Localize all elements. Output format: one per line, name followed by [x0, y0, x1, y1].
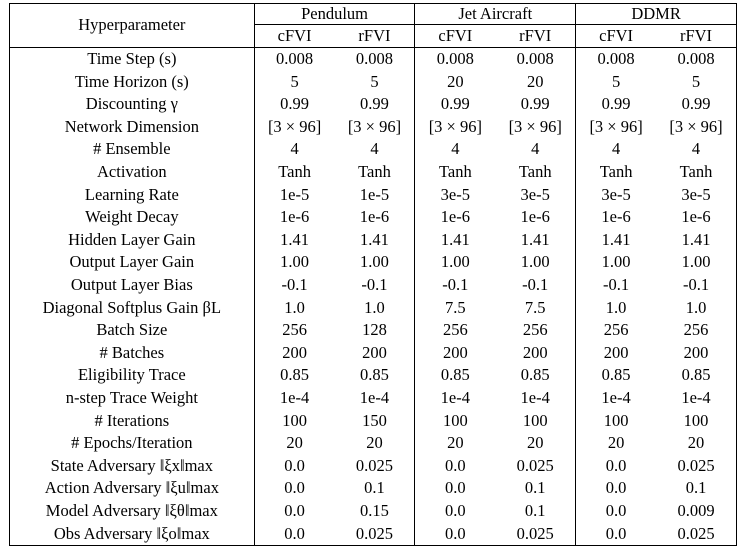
table-cell: 5: [290, 71, 299, 91]
table-row: [10, 432, 737, 455]
table-cell: 0.1: [656, 477, 736, 500]
table-cell: 0.0: [576, 500, 656, 523]
subheader-pendulum-cfvi: cFVI: [254, 25, 334, 48]
row-label: Discounting γ: [10, 93, 255, 116]
table-row: [10, 184, 737, 207]
table-cell: 256: [576, 319, 656, 342]
row-label: # Batches: [10, 342, 255, 365]
table-cell: 200: [522, 342, 548, 362]
table-cell: 200: [415, 342, 495, 365]
table-cell: 0.85: [415, 364, 495, 387]
table-cell: 7.5: [524, 297, 546, 317]
table-cell: 3e-5: [415, 184, 495, 207]
table-cell: -0.1: [281, 274, 308, 294]
table-cell: 0.99: [576, 93, 656, 116]
row-label: Batch Size: [10, 319, 255, 342]
table-cell: 1.41: [360, 229, 389, 249]
table-cell: 1.00: [415, 251, 495, 274]
table-row: [10, 138, 737, 161]
table-cell: 100: [415, 410, 495, 433]
table-cell: 0.025: [656, 455, 736, 478]
table-cell: 20: [526, 433, 544, 453]
row-label: Diagonal Softplus Gain βL: [10, 297, 255, 320]
row-label: Learning Rate: [10, 184, 255, 207]
table-cell: 3e-5: [576, 184, 656, 207]
table-row: [10, 116, 737, 139]
subheader-ddmr-cfvi: cFVI: [576, 25, 656, 48]
table-cell: 4: [531, 139, 540, 159]
table-cell: 1e-4: [415, 387, 495, 410]
table-cell: 0.15: [360, 500, 389, 520]
table-cell: 0.025: [335, 522, 415, 545]
row-label: Output Layer Gain: [10, 251, 255, 274]
table-cell: 200: [362, 342, 387, 362]
row-label: n-step Trace Weight: [10, 387, 255, 410]
table-cell: 1e-5: [279, 184, 310, 204]
table-cell: 1.00: [656, 251, 736, 274]
table-cell: 150: [362, 410, 387, 430]
table-row: [10, 522, 737, 545]
table-cell: 0.0: [415, 500, 495, 523]
table-cell: 0.85: [360, 365, 389, 385]
table-row: [10, 71, 737, 94]
table-cell: 256: [282, 320, 307, 340]
subheader-pendulum-rfvi: rFVI: [335, 25, 415, 48]
header-hyperparameter: Hyperparameter: [10, 4, 255, 48]
row-label: Hidden Layer Gain: [10, 229, 255, 252]
table-cell: 3e-5: [520, 184, 550, 204]
table-cell: 1.0: [576, 297, 656, 320]
table-row: [10, 161, 737, 184]
group-header-pendulum: Pendulum: [254, 4, 415, 25]
table-cell: 0.008: [516, 49, 554, 69]
table-row: [10, 93, 737, 116]
header-row-groups: [10, 4, 737, 25]
table-cell: 0.008: [656, 48, 736, 71]
table-cell: 1e-4: [576, 387, 656, 410]
table-cell: [3 × 96]: [267, 116, 322, 136]
table-row: [10, 364, 737, 387]
table-cell: 0.99: [280, 94, 310, 114]
table-cell: 256: [522, 320, 548, 340]
table-cell: 20: [576, 432, 656, 455]
table-cell: 0.025: [656, 522, 736, 545]
table-cell: 1.0: [656, 297, 736, 320]
table-cell: 0.0: [254, 522, 334, 545]
table-cell: Tanh: [518, 162, 552, 182]
table-cell: 0.99: [656, 93, 736, 116]
table-row: [10, 229, 737, 252]
table-cell: [3 × 96]: [576, 116, 656, 139]
row-label: Weight Decay: [10, 206, 255, 229]
table-cell: 20: [286, 433, 303, 453]
subheader-ddmr-rfvi: rFVI: [656, 25, 736, 48]
table-cell: 0.0: [576, 522, 656, 545]
table-cell: 1.00: [360, 252, 389, 272]
table-cell: 1e-4: [279, 387, 310, 407]
table-cell: 3e-5: [656, 184, 736, 207]
row-label: Network Dimension: [10, 116, 255, 139]
table-cell: 0.0: [576, 455, 656, 478]
table-cell: 1e-6: [520, 207, 550, 227]
table-cell: 0.0: [415, 455, 495, 478]
table-cell: 0.0: [415, 477, 495, 500]
table-cell: 0.0: [284, 455, 305, 475]
table-cell: 200: [282, 342, 307, 362]
table-cell: [3 × 96]: [347, 116, 402, 136]
table-cell: 1.0: [364, 297, 385, 317]
table-cell: 0.0: [284, 500, 305, 520]
table-cell: 200: [576, 342, 656, 365]
table-cell: 0.99: [415, 93, 495, 116]
table-cell: 100: [656, 410, 736, 433]
table-cell: 20: [656, 432, 736, 455]
table-cell: 100: [576, 410, 656, 433]
table-row: [10, 455, 737, 478]
table-cell: 4: [656, 138, 736, 161]
table-cell: 0.008: [276, 49, 314, 69]
table-cell: 0.85: [280, 365, 310, 385]
table-cell: 0.0: [284, 478, 305, 498]
table-cell: Tanh: [415, 161, 495, 184]
table-cell: 0.1: [524, 500, 546, 520]
table-row: [10, 342, 737, 365]
table-row: [10, 410, 737, 433]
table-cell: Tanh: [278, 162, 311, 182]
table-cell: 1.00: [520, 252, 550, 272]
table-cell: 0.008: [355, 49, 394, 69]
table-cell: 0.85: [520, 365, 550, 385]
subheader-jet-cfvi: cFVI: [415, 25, 495, 48]
table-cell: 0.008: [415, 48, 495, 71]
table-cell: 4: [576, 138, 656, 161]
table-cell: 0.008: [576, 48, 656, 71]
table-cell: 0.99: [520, 94, 550, 114]
subheader-jet-rfvi: rFVI: [495, 25, 575, 48]
group-header-jet-aircraft: Jet Aircraft: [415, 4, 576, 25]
table-cell: 5: [370, 71, 379, 91]
table-cell: 1e-6: [415, 206, 495, 229]
row-label: Obs Adversary ‖ξo‖max: [10, 522, 255, 545]
table-cell: 100: [522, 410, 548, 430]
table-cell: 128: [362, 320, 387, 340]
table-cell: [3 × 96]: [508, 116, 562, 136]
row-label: # Ensemble: [10, 138, 255, 161]
table-cell: 0.1: [364, 478, 385, 498]
row-label: Time Horizon (s): [10, 71, 255, 94]
table-body: [10, 4, 737, 546]
table-cell: 1.0: [284, 297, 305, 317]
table-cell: 0.99: [360, 94, 389, 114]
table-cell: 0.1: [524, 478, 546, 498]
table-cell: 1.00: [576, 251, 656, 274]
table-cell: 100: [282, 410, 307, 430]
table-cell: 5: [576, 71, 656, 94]
hyperparameter-table: [9, 3, 737, 546]
row-label: # Epochs/Iteration: [10, 432, 255, 455]
group-header-ddmr: DDMR: [576, 4, 737, 25]
table-cell: 0.009: [656, 500, 736, 523]
table-cell: 1.41: [656, 229, 736, 252]
table-cell: -0.1: [522, 274, 549, 294]
table-cell: 0.025: [516, 455, 554, 475]
table-cell: -0.1: [656, 274, 736, 297]
table-cell: 256: [656, 319, 736, 342]
table-cell: 0.025: [355, 455, 394, 475]
table-row: [10, 297, 737, 320]
table-row: [10, 274, 737, 297]
table-cell: 1.41: [415, 229, 495, 252]
table-cell: 7.5: [415, 297, 495, 320]
table-cell: 1.41: [576, 229, 656, 252]
table-row: [10, 251, 737, 274]
table-cell: 1.00: [280, 252, 310, 272]
table-cell: 20: [366, 433, 383, 453]
table-cell: 4: [415, 138, 495, 161]
row-label: Output Layer Bias: [10, 274, 255, 297]
row-label: # Iterations: [10, 410, 255, 433]
table-cell: 20: [415, 432, 495, 455]
table-cell: -0.1: [415, 274, 495, 297]
table-cell: 1e-6: [656, 206, 736, 229]
row-label: Time Step (s): [10, 48, 255, 71]
table-cell: 0.85: [576, 364, 656, 387]
table-row: [10, 387, 737, 410]
table-cell: 0.85: [656, 364, 736, 387]
table-cell: 1e-4: [520, 387, 550, 407]
table-cell: 1.41: [280, 229, 310, 249]
table-cell: 1e-4: [359, 387, 390, 407]
table-cell: -0.1: [576, 274, 656, 297]
table-cell: 20: [415, 71, 495, 94]
row-label: State Adversary ‖ξx‖max: [10, 455, 255, 478]
table-cell: Tanh: [358, 162, 391, 182]
table-cell: 1e-6: [576, 206, 656, 229]
table-cell: 256: [415, 319, 495, 342]
row-label: Action Adversary ‖ξu‖max: [10, 477, 255, 500]
table-cell: 1e-5: [359, 184, 390, 204]
table-cell: [3 × 96]: [656, 116, 736, 139]
row-label: Activation: [10, 161, 255, 184]
row-label: Model Adversary ‖ξθ‖max: [10, 500, 255, 523]
table-cell: 200: [656, 342, 736, 365]
table-row: [10, 206, 737, 229]
table-row: [10, 48, 737, 71]
table-row: [10, 500, 737, 523]
table-cell: -0.1: [361, 274, 388, 294]
table-cell: Tanh: [656, 161, 736, 184]
table-row: [10, 319, 737, 342]
table-cell: 0.0: [415, 522, 495, 545]
table-cell: 1e-4: [656, 387, 736, 410]
table-cell: Tanh: [576, 161, 656, 184]
table-cell: 4: [290, 139, 299, 159]
table-cell: 0.025: [495, 522, 575, 545]
table-cell: [3 × 96]: [415, 116, 495, 139]
table-cell: 1e-6: [279, 207, 310, 227]
table-cell: 4: [370, 139, 379, 159]
table-cell: 0.0: [576, 477, 656, 500]
row-label: Eligibility Trace: [10, 364, 255, 387]
table-cell: 1.41: [520, 229, 550, 249]
table-row: [10, 477, 737, 500]
table-cell: 20: [526, 71, 544, 91]
table-cell: 5: [656, 71, 736, 94]
table-cell: 1e-6: [359, 207, 390, 227]
